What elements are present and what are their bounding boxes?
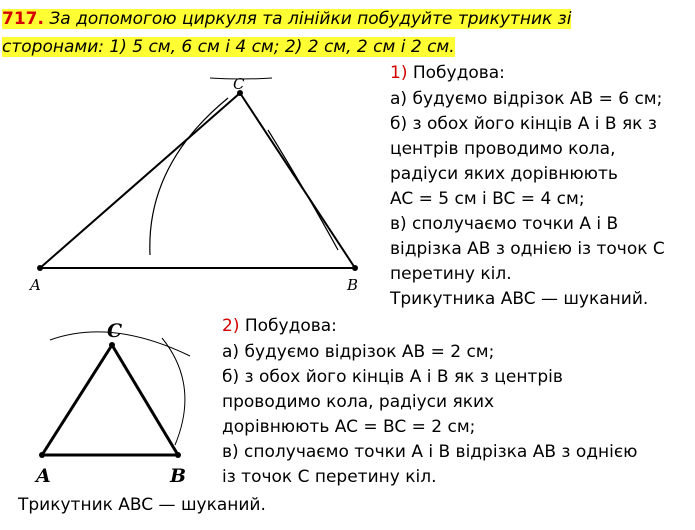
part2-conclusion: Трикутник ABC — шуканий. (18, 495, 266, 515)
part1-line-4: радіуси яких дорівнюють (390, 164, 618, 184)
part2-line-2: б) з обох його кінців A і B як з центрів (222, 367, 563, 387)
part2-marker: 2) (222, 316, 240, 336)
part2-line-4: дорівнюють AC = BC = 2 см; (222, 417, 476, 437)
task-text-1: За допомогою циркуля та лінійки побудуйте трикутник зі (49, 9, 572, 29)
segment-ac-1 (40, 93, 240, 268)
part1-line-6: в) сполучаємо точки A і B (390, 214, 619, 234)
segment-bc-1 (240, 93, 355, 268)
point-b-1 (352, 265, 358, 271)
part1-heading-text: Побудова: (412, 63, 505, 83)
label-a-1: A (30, 276, 41, 294)
part1-line-7: відрізка AB з однією із точок C (390, 239, 665, 259)
label-b-2: B (170, 465, 187, 487)
part1-heading (390, 62, 505, 84)
task-text-2: сторонами: 1) 5 см, 6 см і 4 см; 2) 2 см, 2 см і 2 см. (2, 37, 455, 57)
part2-line-6: із точок C перетину кіл. (222, 467, 437, 487)
arc-right-2 (162, 338, 185, 445)
arc-left-1 (150, 98, 228, 255)
point-b-2 (175, 452, 181, 458)
part2-line-5: в) сполучаємо точки A і B відрізка AB з однією (222, 442, 638, 462)
segment-ac-2 (42, 345, 112, 455)
part1-line-8: перетину кіл. (390, 264, 512, 284)
part1-line-5: AC = 5 см і BC = 4 см; (390, 189, 585, 209)
part1-line-2: б) з обох його кінців A і B як з (390, 114, 657, 134)
part2-line-3: проводимо кола, радіуси яких (222, 392, 495, 412)
segment-bc-2 (112, 345, 178, 455)
part2-line-1: а) будуємо відрізок AB = 2 см; (222, 342, 495, 362)
part1-marker: 1) (390, 63, 408, 83)
label-c-2: C (107, 320, 123, 342)
label-c-1: C (233, 75, 245, 93)
figure-2 (34, 320, 190, 487)
label-b-1: B (347, 276, 359, 294)
part2-heading (222, 315, 337, 337)
part1-line-3: центрів проводимо кола, (390, 139, 616, 159)
label-a-2: A (36, 465, 51, 487)
part1-line-9: Трикутника ABC — шуканий. (390, 289, 649, 309)
part2-heading-text: Побудова: (244, 316, 337, 336)
point-c-2 (109, 342, 115, 348)
figure-1 (28, 75, 358, 294)
point-a-2 (39, 452, 45, 458)
point-a-1 (37, 265, 43, 271)
task-number: 717. (2, 9, 44, 29)
part1-line-1: а) будуємо відрізок AB = 6 см; (390, 89, 663, 109)
